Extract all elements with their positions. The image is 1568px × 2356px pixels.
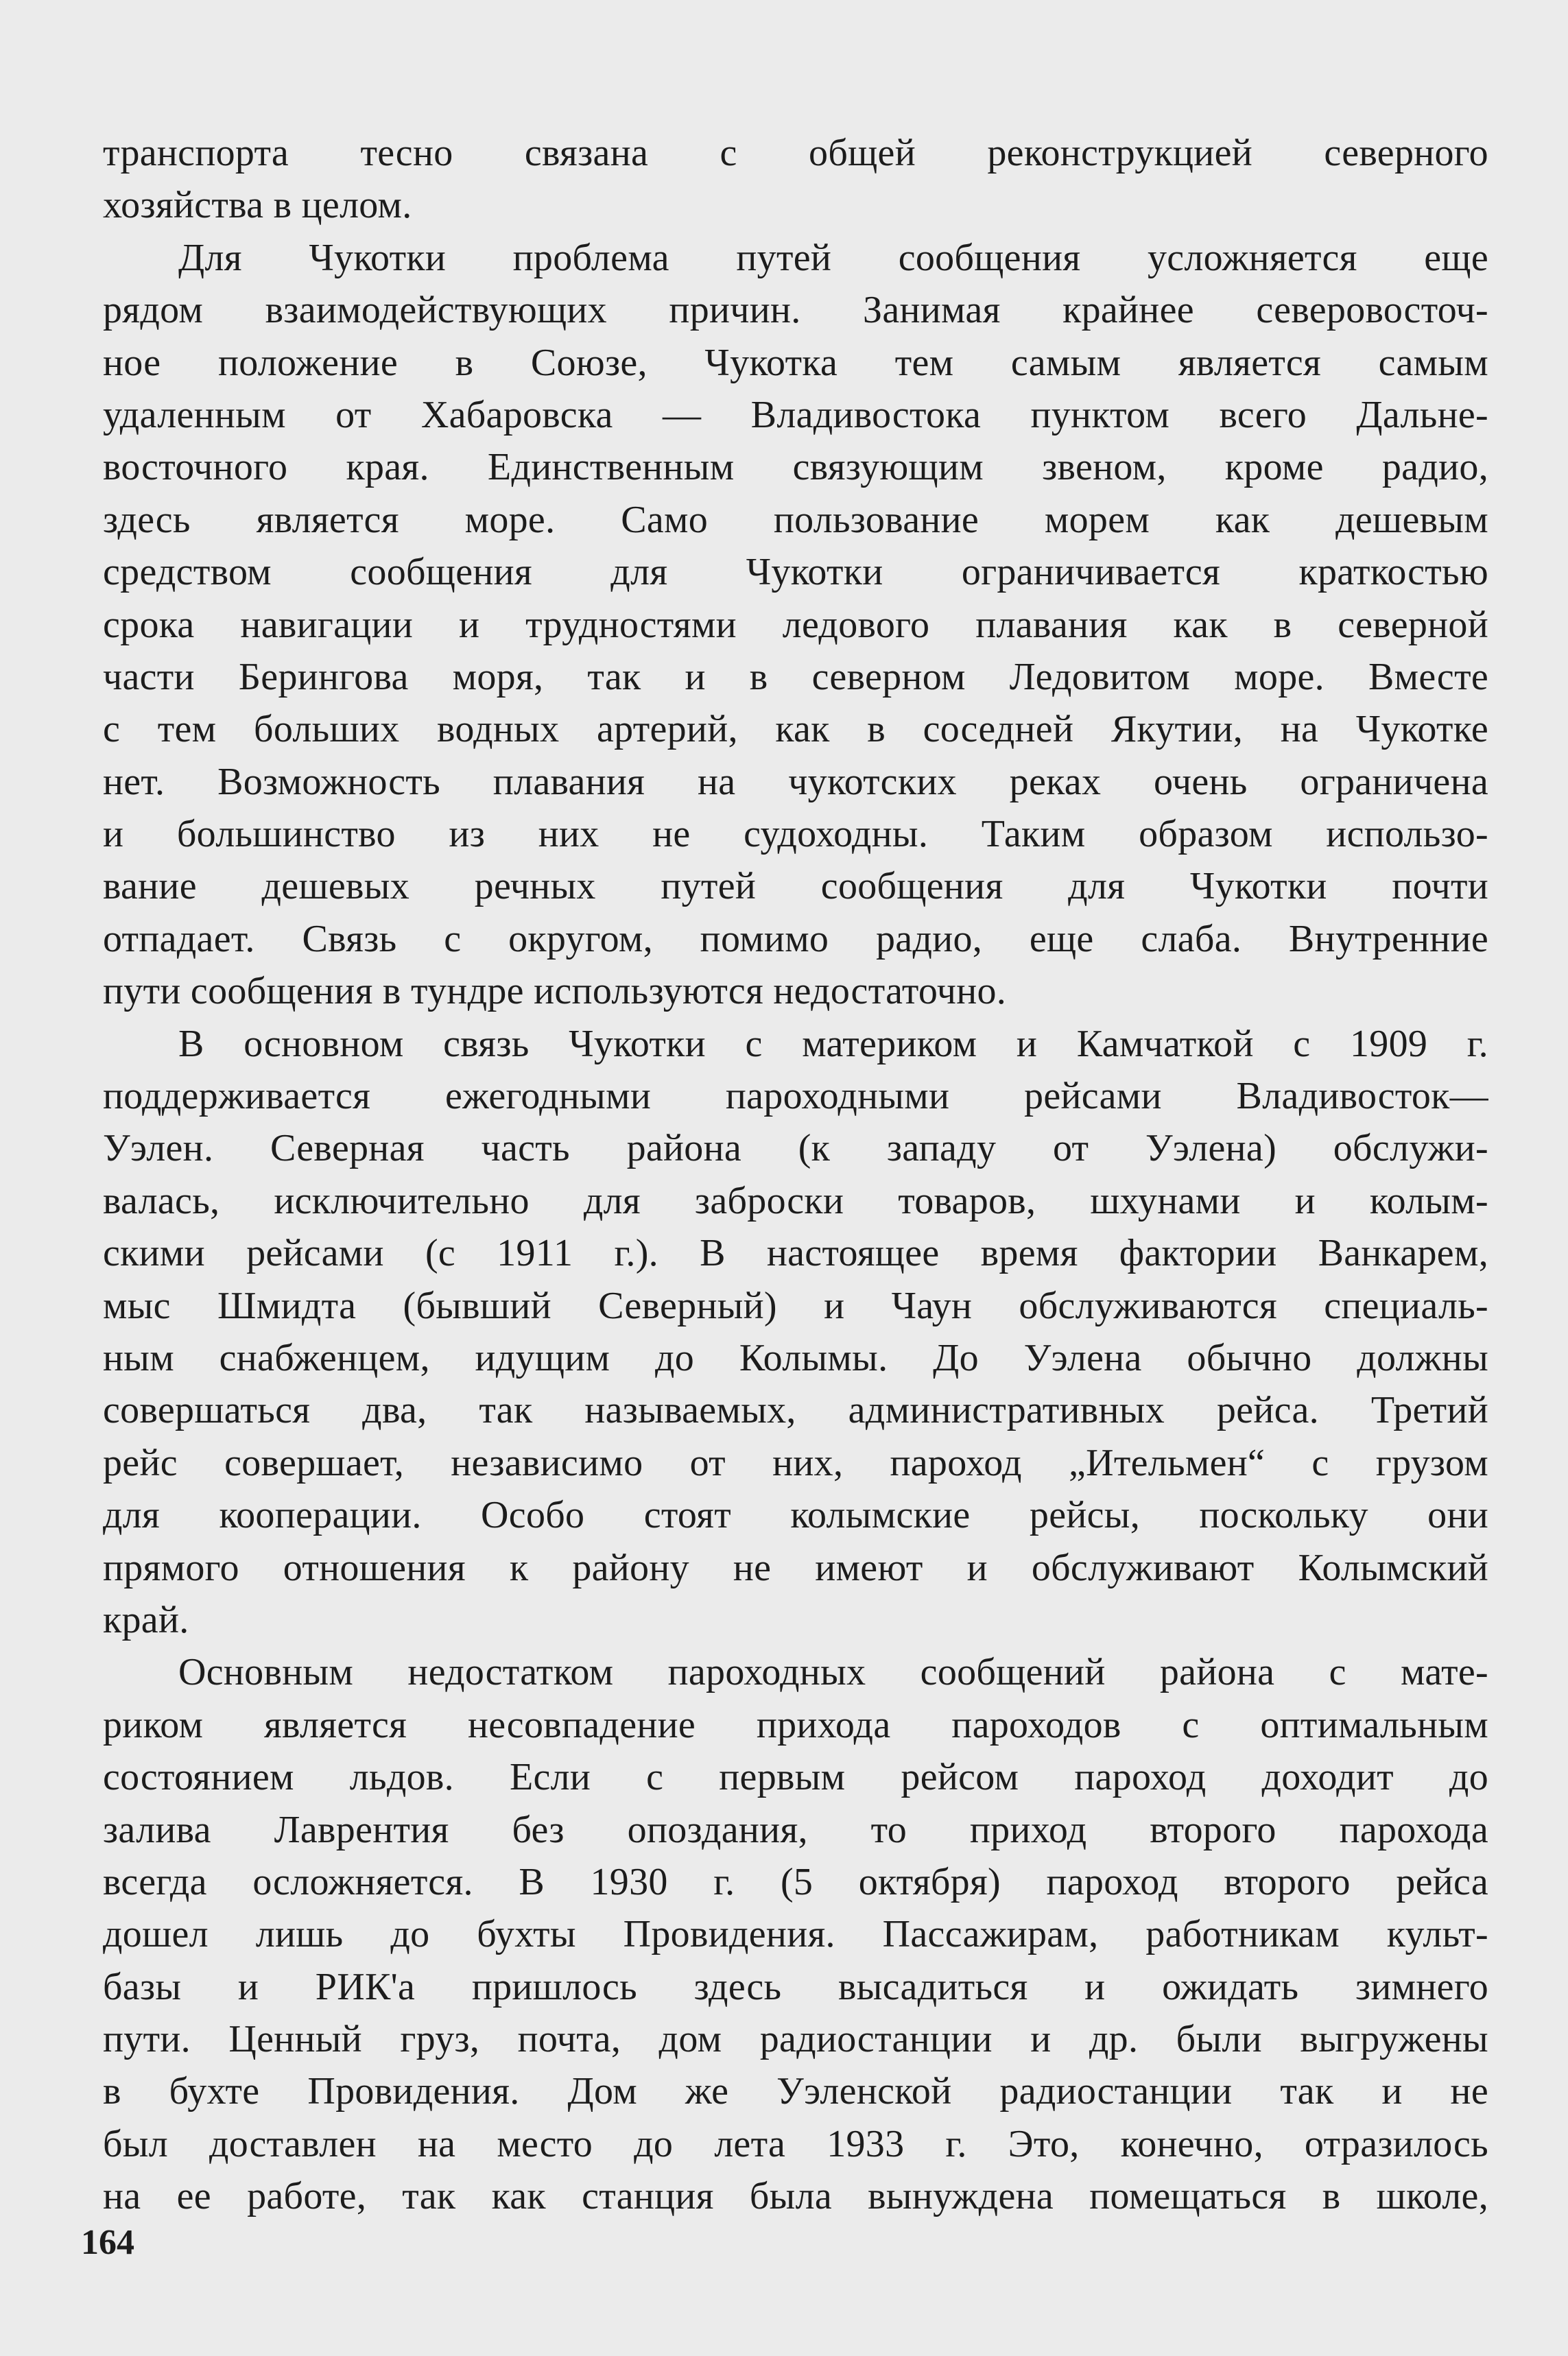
text-line: Основным недостатком пароходных сообщений района с мате-	[178, 1651, 1488, 1694]
text-line: скими рейсами (с 1911 г.). В настоящее время фактории Ванкарем,	[103, 1232, 1488, 1275]
text-line: здесь является море. Само пользование морем как дешевым	[103, 498, 1488, 541]
text-line: был доставлен на место до лета 1933 г. Это, конечно, отразилось	[103, 2122, 1488, 2165]
text-line: мыс Шмидта (бывший Северный) и Чаун обслуживаются специаль-	[103, 1284, 1488, 1327]
text-line: всегда осложняется. В 1930 г. (5 октября) пароход второго рейса	[103, 1860, 1488, 1903]
text-line: прямого отношения к району не имеют и обслуживают Колымский	[103, 1546, 1488, 1589]
text-line: отпадает. Связь с округом, помимо радио, еще слаба. Внутренние	[103, 917, 1488, 960]
text-line: риком является несовпадение прихода пароходов с оптимальным	[103, 1703, 1488, 1746]
text-line: удаленным от Хабаровска — Владивостока пунктом всего Дальне-	[103, 393, 1488, 436]
text-line: состоянием льдов. Если с первым рейсом пароход доходит до	[103, 1756, 1488, 1799]
text-line: ное положение в Союзе, Чукотка тем самым является самым	[103, 341, 1488, 384]
text-line: край.	[103, 1598, 189, 1641]
text-line: для кооперации. Особо стоят колымские рейсы, поскольку они	[103, 1494, 1488, 1537]
text-line: поддерживается ежегодными пароходными рейсами Владивосток—	[103, 1075, 1488, 1118]
text-line: на ее работе, так как станция была вынуждена помещаться в школе,	[103, 2175, 1488, 2218]
text-line: валась, исключительно для заброски товаров, шхунами и колым-	[103, 1179, 1488, 1222]
text-line: совершаться два, так называемых, административных рейса. Третий	[103, 1389, 1488, 1432]
text-line: части Берингова моря, так и в северном Ледовитом море. Вместе	[103, 655, 1488, 698]
text-line: восточного края. Единственным связующим звеном, кроме радио,	[103, 446, 1488, 489]
text-line: залива Лаврентия без опоздания, то приход второго парохода	[103, 1808, 1488, 1851]
text-line: дошел лишь до бухты Провидения. Пассажирам, работникам культ-	[103, 1913, 1488, 1956]
text-line: нет. Возможность плавания на чукотских реках очень ограничена	[103, 760, 1488, 803]
text-line: рейс совершает, независимо от них, пароход „Ительмен“ с грузом	[103, 1441, 1488, 1484]
text-line: рядом взаимодействующих причин. Занимая крайнее северовосточ-	[103, 289, 1488, 332]
text-line: ным снабженцем, идущим до Колымы. До Уэлена обычно должны	[103, 1336, 1488, 1379]
text-line: пути. Ценный груз, почта, дом радиостанции и др. были выгружены	[103, 2018, 1488, 2061]
text-line: транспорта тесно связана с общей реконструкцией северного	[103, 132, 1488, 174]
text-line: пути сообщения в тундре используются недостаточно.	[103, 970, 1007, 1013]
text-line: В основном связь Чукотки с материком и Камчаткой с 1909 г.	[178, 1022, 1488, 1065]
text-line: Уэлен. Северная часть района (к западу от Уэлена) обслужи-	[103, 1127, 1488, 1170]
body-text	[103, 127, 1488, 2223]
text-line: срока навигации и трудностями ледового плавания как в северной	[103, 603, 1488, 646]
page-number: 164	[81, 2223, 134, 2262]
text-line: в бухте Провидения. Дом же Уэленской радиостанции так и не	[103, 2070, 1488, 2113]
text-line: Для Чукотки проблема путей сообщения усложняется еще	[178, 236, 1488, 279]
text-line: и большинство из них не судоходны. Таким образом использо-	[103, 813, 1488, 856]
text-line: с тем больших водных артерий, как в соседней Якутии, на Чукотке	[103, 708, 1488, 751]
text-line: хозяйства в целом.	[103, 184, 412, 227]
text-line: вание дешевых речных путей сообщения для Чукотки почти	[103, 865, 1488, 908]
text-line: базы и РИК'а пришлось здесь высадиться и ожидать зимнего	[103, 1965, 1488, 2008]
text-line: средством сообщения для Чукотки ограничивается краткостью	[103, 551, 1488, 594]
